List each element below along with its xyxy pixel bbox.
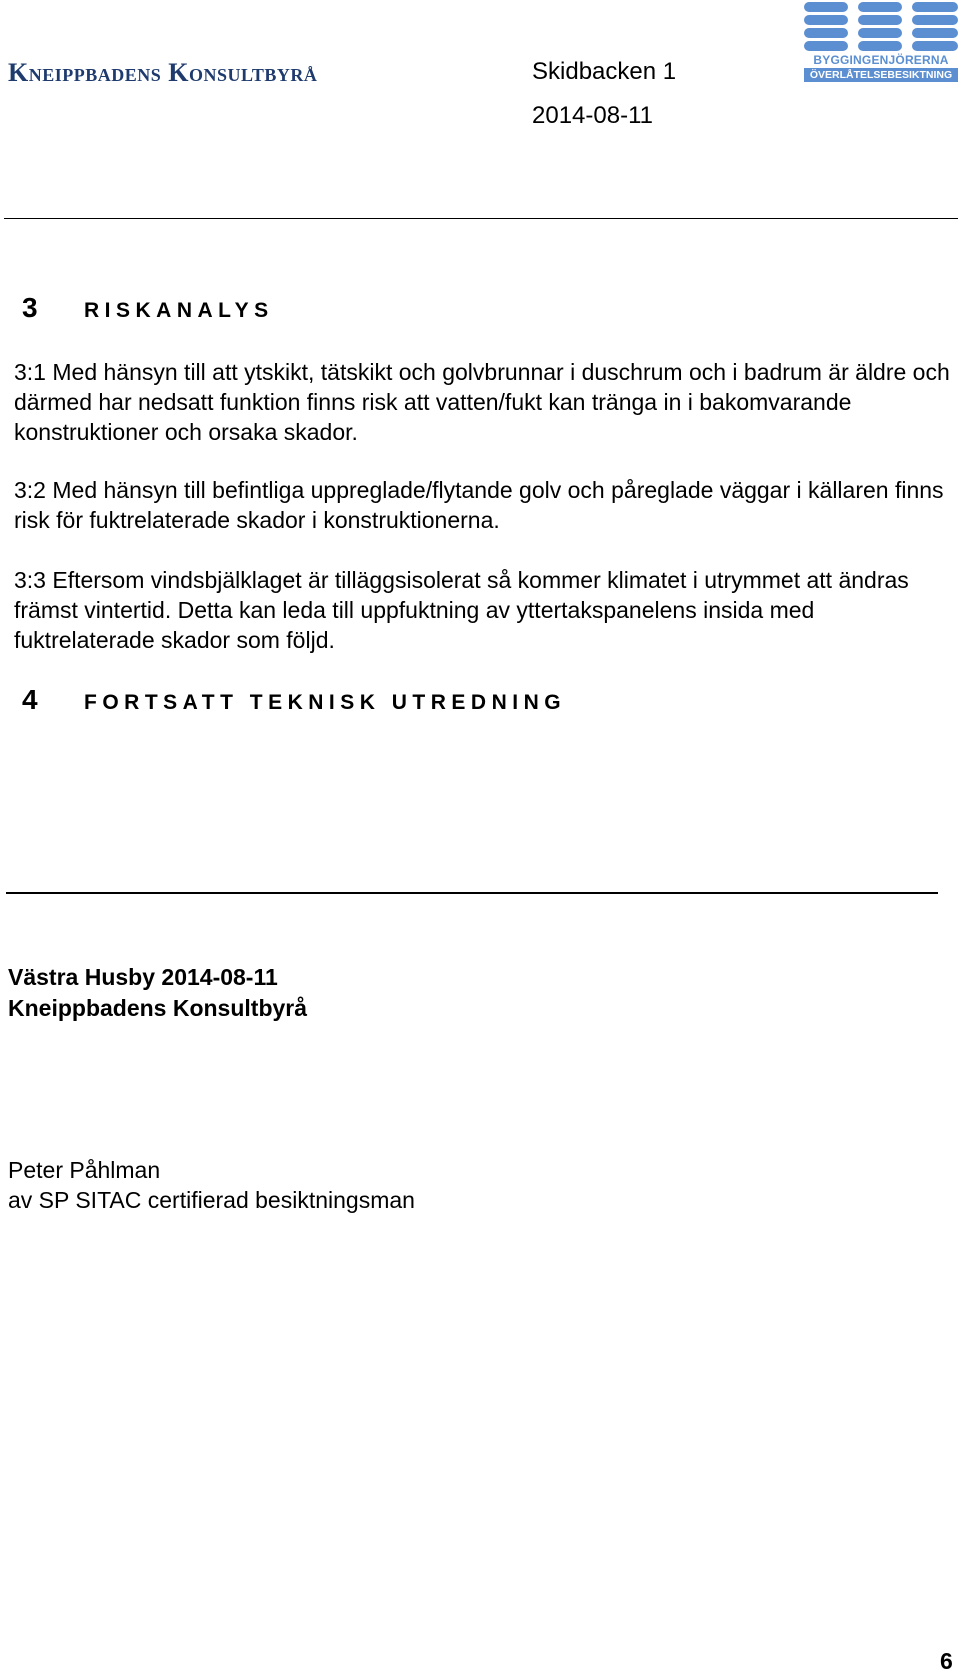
sbr-logo-icon — [804, 2, 958, 84]
logo-text-overlatelsebesiktning: ÖVERLÅTELSEBESIKTNING — [804, 68, 958, 82]
section-title: FORTSATT TEKNISK UTREDNING — [84, 691, 567, 714]
header-divider — [4, 218, 958, 219]
paragraph-3-2: 3:2 Med hänsyn till befintliga uppreglade/flytande golv och påreglade väggar i källaren finns risk för fuktrelaterade skador i konstruktionerna. — [14, 477, 944, 533]
paragraph-3-3: 3:3 Eftersom vindsbjälklaget är tilläggsisolerat så kommer klimatet i utrymmet att ändras främst vintertid. Detta kan leda till uppfuktning av yttertakspanelens insida med fuktrelaterade skador som följd. — [14, 567, 909, 653]
section-title: RISKANALYS — [84, 299, 274, 322]
company-name: Kneippbadens Konsultbyrå — [8, 58, 318, 87]
logo-text-byggingenjorerna: BYGGINGENJÖRERNA — [813, 53, 949, 67]
section-number: 4 — [22, 684, 38, 715]
inspector-name: Peter Påhlman — [8, 1157, 161, 1183]
report-date: 2014-08-11 — [532, 102, 653, 129]
section-heading-riskanalys — [22, 292, 274, 324]
inspector-title: av SP SITAC certifierad besiktningsman — [8, 1187, 415, 1213]
section-heading-fortsatt-teknisk-utredning — [22, 684, 566, 716]
section-number: 3 — [22, 292, 38, 323]
property-address: Skidbacken 1 — [532, 58, 677, 85]
signature-line — [6, 892, 938, 894]
signature-place-date: Västra Husby 2014-08-11 — [8, 964, 278, 990]
signature-company: Kneippbadens Konsultbyrå — [8, 995, 308, 1021]
paragraph-3-1: 3:1 Med hänsyn till att ytskikt, tätskikt och golvbrunnar i duschrum och i badrum är äldre och därmed har nedsatt funktion finns risk att vatten/fukt kan tränga in i bakomvarande konstruktioner och orsaka skador. — [14, 359, 950, 445]
sbr-logo-mark — [804, 2, 958, 52]
page-number: 6 — [940, 1648, 953, 1674]
